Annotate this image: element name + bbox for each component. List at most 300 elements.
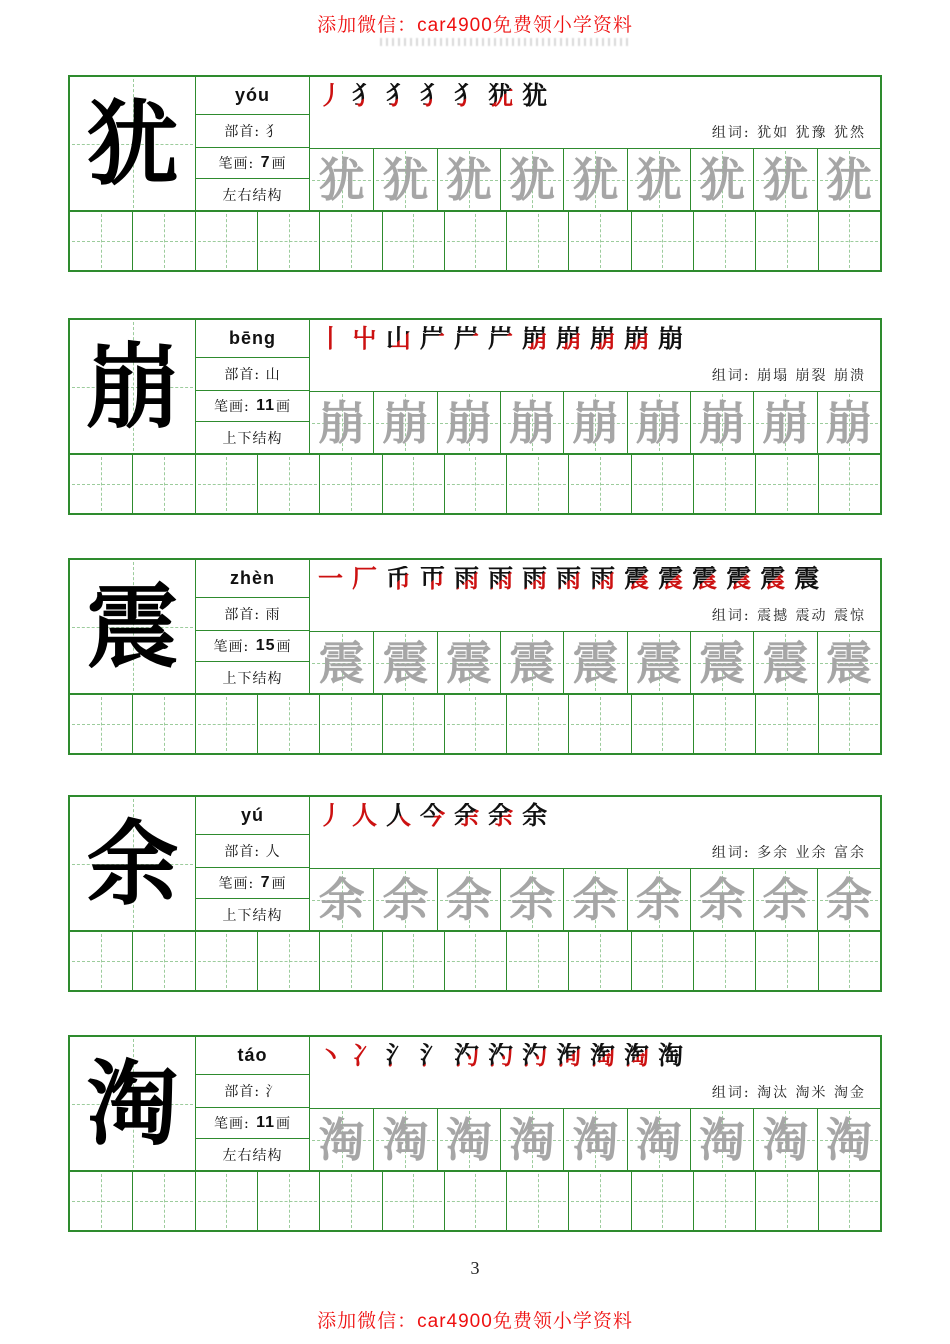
empty-practice-cell [818,212,880,270]
pinyin-cell [196,77,310,115]
empty-practice-cell [506,1172,568,1230]
words-value: 多余 业余 富余 [757,844,866,861]
character-block [68,318,882,515]
empty-practice-cell [568,932,630,990]
empty-practice-cell [818,455,880,513]
stroke-step: 崩 [556,324,582,353]
empty-practice-cell [257,932,319,990]
stroke-step: 氵 [386,1041,412,1070]
empty-practice-cell [319,455,381,513]
stroke-order-row [310,77,880,115]
stroke-step: 雨 [454,564,480,593]
words-label: 组词: [711,1084,751,1101]
structure-text: 左右结构 [222,187,283,204]
stroke-count-label: 笔画: [213,639,250,655]
pinyin-cell [196,1037,310,1075]
words-value: 崩塌 崩裂 崩溃 [757,367,866,384]
trace-character: 崩 [445,395,492,450]
empty-practice-cell [631,932,693,990]
stroke-count-unit: 画 [276,639,292,655]
empty-practice-cell [444,695,506,753]
trace-character: 淘 [635,1112,682,1167]
empty-practice-cell [755,932,817,990]
empty-practice-cell [132,455,194,513]
practice-cell [500,149,563,210]
words-label: 组词: [711,607,751,624]
words-row [310,358,880,391]
empty-practice-cell [568,455,630,513]
structure-row [196,1139,309,1170]
trace-character: 淘 [825,1112,872,1167]
stroke-step: 震 [692,564,718,593]
stroke-step: 丿 [318,81,344,110]
stroke-structure-cell [196,148,310,210]
main-character-cell [70,560,196,693]
pinyin-cell [196,320,310,358]
empty-practice-cell [631,212,693,270]
empty-practice-cell [70,932,132,990]
practice-row [310,148,880,210]
empty-practice-cell [693,932,755,990]
empty-practice-cell [319,1172,381,1230]
empty-practice-cell [382,1172,444,1230]
trace-character: 余 [382,872,429,927]
trace-character: 震 [509,635,556,690]
trace-character: 崩 [572,395,619,450]
practice-cell [310,149,373,210]
stroke-step: 震 [624,564,650,593]
empty-practice-cell [257,212,319,270]
practice-cell [437,869,500,930]
empty-practice-cell [693,212,755,270]
trace-character: 犹 [572,152,619,207]
practice-cell [753,1109,816,1170]
stroke-step: 犹 [522,81,548,110]
main-character-cell [70,77,196,210]
stroke-count-unit: 画 [271,156,287,172]
stroke-order-row [310,320,880,358]
pinyin-text: táo [237,1045,268,1065]
radical-cell [196,358,310,391]
main-character-cell [70,1037,196,1170]
stroke-step: 山 [386,324,412,353]
trace-character: 崩 [318,395,365,450]
stroke-count-number: 7 [260,874,271,891]
practice-cell [500,1109,563,1170]
empty-practice-cell [382,212,444,270]
practice-cell [563,1109,626,1170]
stroke-step: 崩 [590,324,616,353]
pinyin-text: zhèn [229,568,275,588]
trace-character: 震 [382,635,429,690]
main-character: 震 [86,572,179,681]
main-character: 余 [86,809,179,918]
empty-practice-cell [70,455,132,513]
practice-cell [437,632,500,693]
radical-value: 犭 [265,124,281,140]
main-character-cell [70,797,196,930]
page-number: 3 [470,1258,480,1278]
radical-label: 部首: [224,844,261,860]
pinyin-text: yóu [234,85,270,105]
words-label: 组词: [711,124,751,141]
practice-cell [373,1109,436,1170]
trace-character: 震 [699,635,746,690]
character-block [68,75,882,272]
practice-cell [437,149,500,210]
stroke-step: 屵 [454,324,480,353]
radical-cell [196,1075,310,1108]
empty-practice-cell [382,695,444,753]
stroke-step: 震 [658,564,684,593]
empty-practice-cell [132,932,194,990]
trace-character: 犹 [445,152,492,207]
stroke-step: 雨 [590,564,616,593]
empty-practice-cell [444,212,506,270]
practice-cell [310,632,373,693]
empty-practice-cell [568,212,630,270]
words-value: 淘汰 淘米 淘金 [757,1084,866,1101]
radical-value: 雨 [265,607,281,623]
empty-practice-cell [195,212,257,270]
trace-character: 余 [635,872,682,927]
empty-practice-cell [70,695,132,753]
stroke-count-label: 笔画: [218,876,255,892]
stroke-step: 淘 [658,1041,684,1070]
radical-cell [196,598,310,631]
empty-practice-cell [382,932,444,990]
main-character: 犹 [86,89,179,198]
radical-value: 人 [265,844,281,860]
empty-practice-cell [818,932,880,990]
stroke-step: 淘 [590,1041,616,1070]
structure-text: 上下结构 [222,670,283,687]
empty-practice-cell [693,695,755,753]
trace-character: 犹 [699,152,746,207]
stroke-step: 雨 [522,564,548,593]
stroke-step: 屵 [420,324,446,353]
empty-practice-cell [132,1172,194,1230]
practice-cell [753,869,816,930]
practice-cell [373,632,436,693]
stroke-structure-cell [196,1108,310,1170]
stroke-step: 冫 [352,1041,378,1070]
practice-cell [627,392,690,453]
practice-cell [500,392,563,453]
radical-label: 部首: [224,124,261,140]
practice-row [310,631,880,693]
structure-row [196,662,309,693]
trace-character: 余 [572,872,619,927]
practice-row [310,1108,880,1170]
stroke-step: 震 [794,564,820,593]
trace-character: 震 [635,635,682,690]
practice-cell [753,149,816,210]
trace-character: 犹 [382,152,429,207]
empty-practice-cell [444,1172,506,1230]
empty-practice-row [70,930,880,990]
practice-cell [627,869,690,930]
empty-practice-cell [631,695,693,753]
trace-character: 崩 [382,395,429,450]
structure-row [196,899,309,930]
stroke-order-row [310,560,880,598]
empty-practice-cell [319,695,381,753]
trace-character: 崩 [825,395,872,450]
practice-cell [563,392,626,453]
words-value: 犹如 犹豫 犹然 [757,124,866,141]
wechat-notice-top: 添加微信：car4900免费领小学资料 [317,15,633,36]
radical-cell [196,835,310,868]
practice-cell [310,1109,373,1170]
practice-cell [690,392,753,453]
stroke-step: 余 [522,801,548,830]
practice-cell [437,1109,500,1170]
stroke-count-number: 11 [256,1114,276,1131]
empty-practice-cell [755,1172,817,1230]
stroke-count-row [196,391,309,422]
pinyin-text: bēng [229,328,276,348]
empty-practice-cell [755,212,817,270]
structure-text: 上下结构 [222,430,283,447]
trace-character: 犹 [318,152,365,207]
stroke-step: 人 [352,801,378,830]
stroke-structure-cell [196,631,310,693]
radical-label: 部首: [224,367,261,383]
trace-character: 震 [572,635,619,690]
stroke-step: 今 [420,801,446,830]
words-row [310,1075,880,1108]
practice-cell [373,869,436,930]
stroke-step: 帀 [420,564,446,593]
stroke-step: 厂 [352,564,378,593]
empty-practice-cell [818,695,880,753]
empty-practice-cell [195,695,257,753]
practice-cell [817,869,880,930]
stroke-step: 一 [318,564,344,593]
trace-character: 崩 [699,395,746,450]
stroke-step: 震 [760,564,786,593]
practice-cell [563,149,626,210]
trace-character: 余 [762,872,809,927]
stroke-count-unit: 画 [276,1116,292,1132]
structure-row [196,179,309,210]
empty-practice-cell [382,455,444,513]
stroke-count-number: 7 [260,154,271,171]
empty-practice-cell [755,455,817,513]
stroke-step: 汋 [522,1041,548,1070]
practice-cell [817,1109,880,1170]
stroke-step: 犭 [454,81,480,110]
words-value: 震撼 震动 震惊 [757,607,866,624]
trace-character: 余 [699,872,746,927]
trace-character: 淘 [572,1112,619,1167]
empty-practice-cell [195,1172,257,1230]
stroke-count-number: 11 [256,397,276,414]
radical-label: 部首: [224,607,261,623]
trace-character: 震 [825,635,872,690]
structure-row [196,422,309,453]
empty-practice-cell [818,1172,880,1230]
stroke-step: 丿 [318,801,344,830]
practice-row [310,391,880,453]
stroke-step: 屮 [352,324,378,353]
practice-cell [753,392,816,453]
structure-text: 左右结构 [222,1147,283,1164]
stroke-structure-cell [196,868,310,930]
stroke-count-unit: 画 [271,876,287,892]
character-block [68,558,882,755]
practice-cell [627,149,690,210]
stroke-step: 犭 [420,81,446,110]
trace-character: 余 [825,872,872,927]
stroke-step: 人 [386,801,412,830]
practice-cell [310,869,373,930]
practice-cell [817,632,880,693]
words-row [310,835,880,868]
practice-cell [690,632,753,693]
stroke-step: 淘 [624,1041,650,1070]
wechat-notice-bottom: 添加微信：car4900免费领小学资料 [317,1311,633,1332]
empty-practice-cell [132,212,194,270]
empty-practice-cell [506,455,568,513]
empty-practice-cell [257,1172,319,1230]
stroke-count-label: 笔画: [213,1116,250,1132]
stroke-count-label: 笔画: [213,399,250,415]
radical-value: 氵 [265,1084,281,1100]
empty-practice-cell [631,1172,693,1230]
practice-cell [500,632,563,693]
character-block [68,1035,882,1232]
practice-cell [627,1109,690,1170]
empty-practice-cell [506,212,568,270]
trace-character: 余 [318,872,365,927]
stroke-step: 犭 [352,81,378,110]
main-character: 崩 [86,332,179,441]
words-label: 组词: [711,844,751,861]
stroke-count-row [196,1108,309,1139]
trace-character: 淘 [318,1112,365,1167]
empty-practice-cell [444,932,506,990]
trace-character: 崩 [762,395,809,450]
stroke-step: 氵 [420,1041,446,1070]
empty-practice-cell [319,932,381,990]
trace-character: 犹 [825,152,872,207]
empty-practice-cell [444,455,506,513]
stroke-step: 雨 [488,564,514,593]
stroke-step: 震 [726,564,752,593]
empty-practice-cell [693,1172,755,1230]
empty-practice-cell [693,455,755,513]
stroke-step: 崩 [624,324,650,353]
trace-character: 余 [509,872,556,927]
trace-character: 犹 [635,152,682,207]
stroke-count-row [196,148,309,179]
practice-cell [563,869,626,930]
practice-cell [563,632,626,693]
radical-value: 山 [265,367,281,383]
empty-practice-cell [195,932,257,990]
empty-practice-cell [631,455,693,513]
words-row [310,115,880,148]
practice-cell [690,869,753,930]
pinyin-cell [196,797,310,835]
practice-cell [500,869,563,930]
practice-cell [373,392,436,453]
trace-character: 犹 [509,152,556,207]
stroke-count-row [196,868,309,899]
stroke-count-label: 笔画: [218,156,255,172]
empty-practice-row [70,1170,880,1230]
stroke-count-number: 15 [255,637,276,654]
stroke-step: 丶 [318,1041,344,1070]
main-character-cell [70,320,196,453]
empty-practice-row [70,453,880,513]
empty-practice-cell [506,932,568,990]
empty-practice-cell [319,212,381,270]
empty-practice-cell [70,1172,132,1230]
stroke-order-row [310,1037,880,1075]
faint-cropped-text-line [380,38,630,46]
empty-practice-cell [132,695,194,753]
stroke-step: 犭 [386,81,412,110]
stroke-step: 屵 [488,324,514,353]
trace-character: 震 [318,635,365,690]
practice-cell [627,632,690,693]
empty-practice-cell [755,695,817,753]
character-block [68,795,882,992]
words-row [310,598,880,631]
practice-cell [373,149,436,210]
stroke-count-row [196,631,309,662]
stroke-step: 洵 [556,1041,582,1070]
stroke-step: 汋 [454,1041,480,1070]
empty-practice-cell [257,455,319,513]
practice-cell [817,149,880,210]
stroke-structure-cell [196,391,310,453]
practice-row [310,868,880,930]
structure-text: 上下结构 [222,907,283,924]
trace-character: 淘 [762,1112,809,1167]
stroke-step: 雨 [556,564,582,593]
trace-character: 淘 [699,1112,746,1167]
stroke-step: 崩 [658,324,684,353]
empty-practice-cell [506,695,568,753]
trace-character: 震 [762,635,809,690]
stroke-step: 犹 [488,81,514,110]
trace-character: 崩 [509,395,556,450]
main-character: 淘 [86,1049,179,1158]
empty-practice-row [70,210,880,270]
trace-character: 犹 [762,152,809,207]
practice-cell [310,392,373,453]
practice-cell [690,1109,753,1170]
stroke-step: 币 [386,564,412,593]
practice-cell [817,392,880,453]
stroke-step: 崩 [522,324,548,353]
empty-practice-cell [195,455,257,513]
empty-practice-row [70,693,880,753]
words-label: 组词: [711,367,751,384]
trace-character: 淘 [445,1112,492,1167]
trace-character: 余 [445,872,492,927]
stroke-order-row [310,797,880,835]
pinyin-text: yú [240,805,264,825]
radical-cell [196,115,310,148]
practice-cell [437,392,500,453]
practice-cell [753,632,816,693]
practice-cell [690,149,753,210]
